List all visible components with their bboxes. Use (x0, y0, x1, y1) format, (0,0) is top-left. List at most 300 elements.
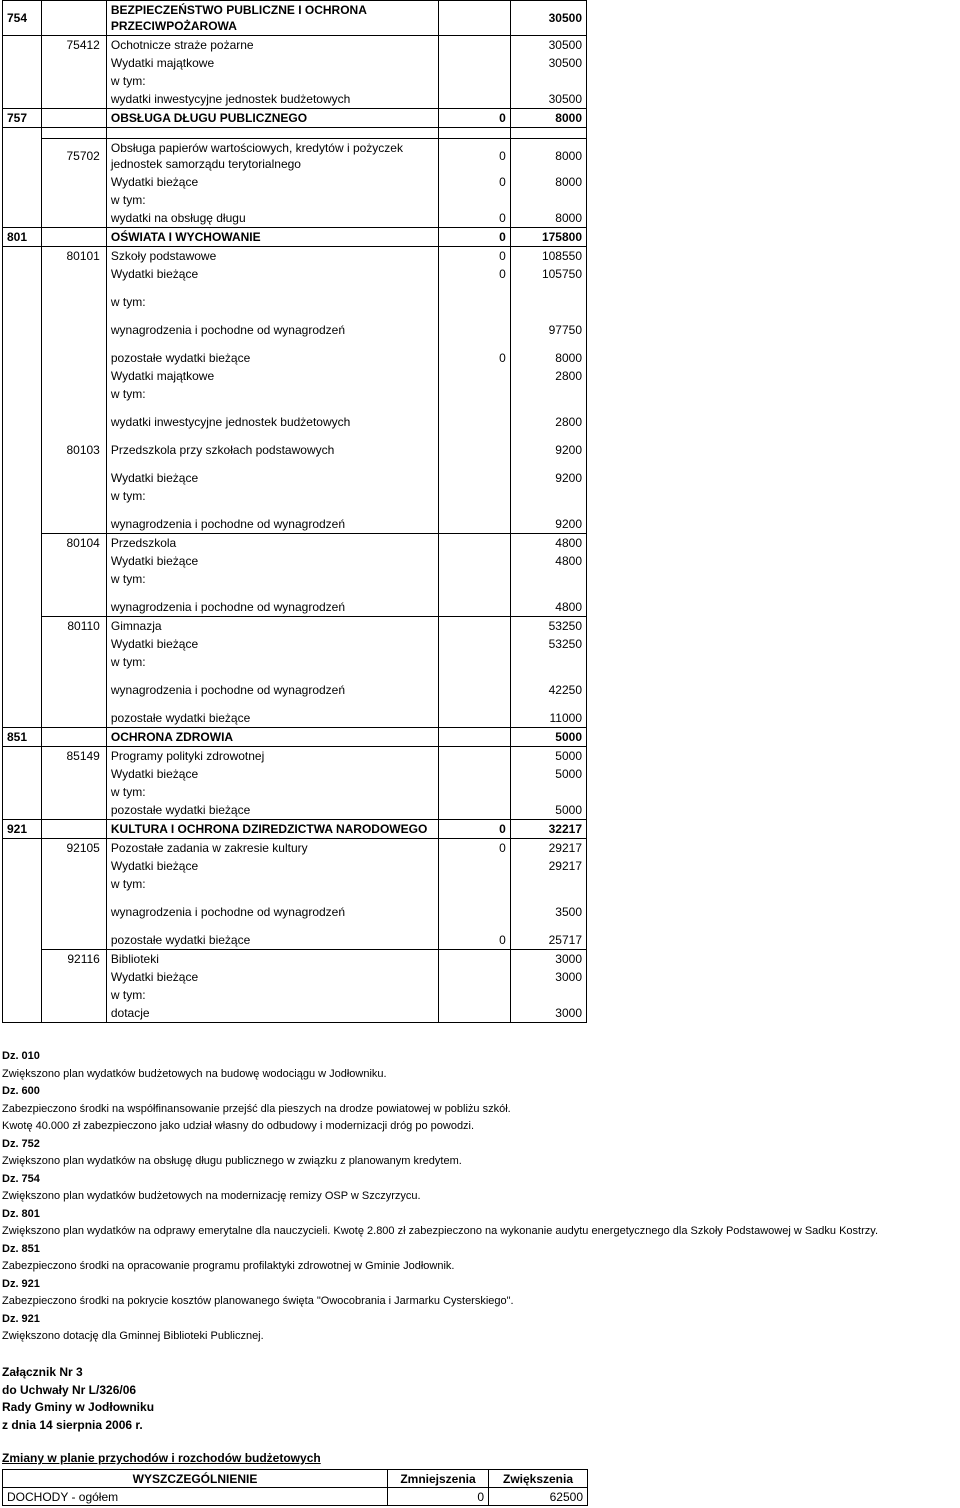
row-name: Wydatki bieżące (106, 765, 438, 783)
increase-value: 5000 (510, 801, 586, 820)
spacer-row (3, 921, 587, 931)
row-name: pozostałe wydatki bieżące (106, 801, 438, 820)
spacer-row (3, 505, 587, 515)
decrease-value (439, 681, 511, 699)
item-row (3, 173, 587, 191)
increase-value (510, 570, 586, 588)
spacer-cell (439, 431, 511, 441)
annex-line: z dnia 14 sierpnia 2006 r. (2, 1417, 143, 1432)
increase-value (510, 875, 586, 893)
spacer-cell (3, 671, 42, 681)
item-row (3, 191, 587, 209)
chapter-code: 80104 (42, 534, 107, 553)
spacer-cell (439, 921, 511, 931)
spacer-cell (510, 431, 586, 441)
section-code (3, 385, 42, 403)
chapter-code (42, 552, 107, 570)
item-row (3, 90, 587, 109)
section-code (3, 534, 42, 553)
spacer-cell (510, 403, 586, 413)
increase-value: 4800 (510, 552, 586, 570)
spacer-cell (439, 283, 511, 293)
spacer-row (3, 699, 587, 709)
decrease-value (439, 385, 511, 403)
spacer-cell (106, 431, 438, 441)
spacer-row (3, 339, 587, 349)
row-name: Gimnazja (106, 617, 438, 636)
increase-value: 32217 (510, 820, 586, 839)
item-row (3, 709, 587, 728)
note-text: Zabezpieczono środki na pokrycie kosztów planowanego święta "Owocobrania i Jarmarku Cysterskiego". (2, 1295, 514, 1307)
spacer-cell (106, 921, 438, 931)
spacer-cell (106, 671, 438, 681)
item-row (3, 598, 587, 617)
row-name: Obsługa papierów wartościowych, kredytów i pożyczek jednostek samorządu terytorialnego (106, 139, 438, 174)
row-name: w tym: (106, 570, 438, 588)
chapter-code (42, 857, 107, 875)
decrease-value: 0 (439, 839, 511, 858)
spacer-cell (106, 699, 438, 709)
chapter-row (3, 441, 587, 459)
chapter-code (42, 1, 107, 36)
note-heading: Dz. 921 (2, 1277, 40, 1290)
row-name: wydatki na obsługę długu (106, 209, 438, 228)
changes-increase: 62500 (489, 1488, 588, 1506)
increase-value: 8000 (510, 349, 586, 367)
decrease-value (439, 968, 511, 986)
spacer-cell (3, 588, 42, 598)
item-row (3, 54, 587, 72)
chapter-code (42, 653, 107, 671)
decrease-value (439, 570, 511, 588)
spacer-cell (439, 671, 511, 681)
increase-value (510, 191, 586, 209)
note-text: Zwiększono plan wydatków budżetowych na modernizację remizy OSP w Szczyrzycu. (2, 1190, 421, 1202)
spacer-cell (42, 311, 107, 321)
item-row (3, 209, 587, 228)
annex-line: Rady Gminy w Jodłowniku (2, 1400, 155, 1414)
decrease-value (439, 783, 511, 801)
spacer-cell (439, 699, 511, 709)
chapter-code: 80101 (42, 247, 107, 266)
chapter-code (42, 801, 107, 820)
note-heading: Dz. 752 (2, 1137, 40, 1150)
decrease-value (439, 598, 511, 617)
spacer-cell (510, 128, 586, 139)
section-code (3, 247, 42, 266)
chapter-code (42, 570, 107, 588)
increase-value: 3000 (510, 950, 586, 969)
decrease-value (439, 635, 511, 653)
increase-value (510, 385, 586, 403)
section-code (3, 54, 42, 72)
section-code (3, 839, 42, 858)
budget-table-container (2, 0, 587, 1023)
section-code (3, 765, 42, 783)
spacer-row (3, 431, 587, 441)
section-code (3, 783, 42, 801)
row-name: Pozostałe zadania w zakresie kultury (106, 839, 438, 858)
budget-table (2, 0, 587, 1023)
row-name: OŚWIATA I WYCHOWANIE (106, 228, 438, 247)
decrease-value (439, 747, 511, 766)
increase-value: 9200 (510, 515, 586, 534)
row-name: w tym: (106, 653, 438, 671)
row-name: OBSŁUGA DŁUGU PUBLICZNEGO (106, 109, 438, 128)
decrease-value: 0 (439, 820, 511, 839)
increase-value (510, 653, 586, 671)
chapter-code (42, 90, 107, 109)
section-row (3, 1, 587, 36)
spacer-cell (42, 699, 107, 709)
section-code (3, 413, 42, 431)
spacer-cell (42, 588, 107, 598)
note-text: Zabezpieczono środki na współfinansowanie przejść dla pieszych na drodze powiatowej w pobliżu szkół. Kwotę 40.000 zł zabezpieczono jako udział własny do odbudowy i modernizacji dróg po powodzi. (2, 1102, 511, 1132)
section-code (3, 857, 42, 875)
increase-value: 2800 (510, 367, 586, 385)
section-code (3, 1004, 42, 1023)
item-row (3, 635, 587, 653)
note-text: Zwiększono plan wydatków na odprawy emerytalne dla nauczycieli. Kwotę 2.800 zł zabezpieczono na wykonanie audytu energetycznego dla Szkoły Podstawowej w Sadku Kostrzy. (2, 1225, 878, 1237)
chapter-code (42, 109, 107, 128)
item-row (3, 765, 587, 783)
annex-line: do Uchwały Nr L/326/06 (2, 1382, 137, 1397)
section-code (3, 903, 42, 921)
item-row (3, 931, 587, 950)
item-row (3, 487, 587, 505)
increase-value: 3000 (510, 968, 586, 986)
note-heading: Dz. 921 (2, 1312, 40, 1325)
chapter-code (42, 931, 107, 950)
row-name: Szkoły podstawowe (106, 247, 438, 266)
spacer-cell (3, 893, 42, 903)
chapter-code: 75412 (42, 36, 107, 55)
row-name: Wydatki bieżące (106, 635, 438, 653)
note-heading: Dz. 851 (2, 1242, 40, 1255)
chapter-code (42, 54, 107, 72)
row-name: w tym: (106, 293, 438, 311)
spacer-cell (42, 921, 107, 931)
row-name: w tym: (106, 783, 438, 801)
chapter-code: 75702 (42, 139, 107, 174)
decrease-value (439, 90, 511, 109)
spacer-cell (510, 671, 586, 681)
section-code (3, 552, 42, 570)
changes-header-row (3, 1470, 588, 1488)
increase-value: 29217 (510, 857, 586, 875)
increase-value (510, 783, 586, 801)
note-heading: Dz. 600 (2, 1085, 40, 1097)
item-row (3, 986, 587, 1004)
row-name: Wydatki majątkowe (106, 367, 438, 385)
increase-value: 29217 (510, 839, 586, 858)
spacer-cell (439, 459, 511, 469)
row-name: Wydatki bieżące (106, 173, 438, 191)
section-code (3, 653, 42, 671)
section-row (3, 728, 587, 747)
section-code (3, 265, 42, 283)
item-row (3, 265, 587, 283)
increase-value: 8000 (510, 209, 586, 228)
chapter-code (42, 986, 107, 1004)
item-row (3, 469, 587, 487)
item-row (3, 801, 587, 820)
section-code (3, 598, 42, 617)
row-name: w tym: (106, 986, 438, 1004)
spacer-row (3, 459, 587, 469)
item-row (3, 1004, 587, 1023)
note-heading: Dz. 801 (2, 1207, 40, 1220)
decrease-value (439, 552, 511, 570)
spacer-cell (42, 893, 107, 903)
section-code (3, 986, 42, 1004)
chapter-code (42, 598, 107, 617)
row-name: Przedszkola przy szkołach podstawowych (106, 441, 438, 459)
section-code (3, 90, 42, 109)
chapter-row (3, 139, 587, 174)
row-name: Wydatki bieżące (106, 552, 438, 570)
increase-value: 175800 (510, 228, 586, 247)
decrease-value: 0 (439, 139, 511, 174)
spacer-cell (3, 921, 42, 931)
section-code (3, 931, 42, 950)
increase-value (510, 72, 586, 90)
decrease-value (439, 903, 511, 921)
chapter-code: 80103 (42, 441, 107, 459)
explanatory-notes (2, 1048, 960, 1346)
increase-value: 53250 (510, 635, 586, 653)
spacer-cell (42, 283, 107, 293)
spacer-cell (3, 459, 42, 469)
chapter-code (42, 783, 107, 801)
decrease-value (439, 191, 511, 209)
item-row (3, 570, 587, 588)
decrease-value (439, 1004, 511, 1023)
section-code (3, 968, 42, 986)
spacer-cell (42, 339, 107, 349)
section-code (3, 293, 42, 311)
section-code (3, 209, 42, 228)
row-name: Przedszkola (106, 534, 438, 553)
row-name: wynagrodzenia i pochodne od wynagrodzeń (106, 681, 438, 699)
changes-title: Zmiany w planie przychodów i rozchodów budżetowych (2, 1451, 321, 1465)
chapter-code (42, 487, 107, 505)
spacer-cell (42, 505, 107, 515)
section-code (3, 469, 42, 487)
chapter-code: 92116 (42, 950, 107, 969)
decrease-value: 0 (439, 228, 511, 247)
section-code (3, 349, 42, 367)
decrease-value (439, 728, 511, 747)
chapter-code (42, 191, 107, 209)
item-row (3, 783, 587, 801)
increase-value: 30500 (510, 1, 586, 36)
row-name: wydatki inwestycyjne jednostek budżetowych (106, 413, 438, 431)
changes-decrease: 0 (388, 1488, 489, 1506)
spacer-cell (106, 283, 438, 293)
spacer-cell (3, 699, 42, 709)
increase-value: 25717 (510, 931, 586, 950)
spacer-cell (439, 128, 511, 139)
chapter-code (42, 681, 107, 699)
spacer-cell (42, 403, 107, 413)
header-spec: WYSZCZEGÓLNIENIE (3, 1470, 388, 1488)
increase-value: 30500 (510, 54, 586, 72)
section-code (3, 72, 42, 90)
spacer-cell (510, 339, 586, 349)
spacer-cell (510, 588, 586, 598)
chapter-row (3, 247, 587, 266)
section-code (3, 515, 42, 534)
spacer-cell (106, 311, 438, 321)
section-code (3, 36, 42, 55)
row-name: wynagrodzenia i pochodne od wynagrodzeń (106, 598, 438, 617)
section-code: 921 (3, 820, 42, 839)
spacer-cell (3, 505, 42, 515)
row-name: Programy polityki zdrowotnej (106, 747, 438, 766)
decrease-value (439, 321, 511, 339)
note-text: Zwiększono plan wydatków budżetowych na budowę wodociągu w Jodłowniku. (2, 1067, 387, 1080)
chapter-code (42, 265, 107, 283)
spacer-cell (42, 128, 107, 139)
increase-value: 30500 (510, 90, 586, 109)
chapter-row (3, 950, 587, 969)
changes-table (2, 1469, 588, 1506)
section-code (3, 950, 42, 969)
decrease-value (439, 36, 511, 55)
spacer-cell (42, 431, 107, 441)
spacer-cell (106, 339, 438, 349)
increase-value: 9200 (510, 469, 586, 487)
section-code (3, 681, 42, 699)
section-code (3, 441, 42, 459)
decrease-value (439, 293, 511, 311)
decrease-value: 0 (439, 209, 511, 228)
item-row (3, 293, 587, 311)
section-code (3, 747, 42, 766)
spacer-cell (3, 283, 42, 293)
increase-value: 42250 (510, 681, 586, 699)
decrease-value (439, 857, 511, 875)
spacer-row (3, 893, 587, 903)
section-code: 757 (3, 109, 42, 128)
decrease-value (439, 653, 511, 671)
chapter-code (42, 515, 107, 534)
chapter-row (3, 747, 587, 766)
chapter-row (3, 36, 587, 55)
note-heading: Dz. 010 (2, 1050, 40, 1062)
chapter-code (42, 728, 107, 747)
row-name: pozostałe wydatki bieżące (106, 709, 438, 728)
chapter-code (42, 820, 107, 839)
row-name: wydatki inwestycyjne jednostek budżetowych (106, 90, 438, 109)
decrease-value (439, 72, 511, 90)
spacer-row (3, 283, 587, 293)
row-name: dotacje (106, 1004, 438, 1023)
increase-value: 105750 (510, 265, 586, 283)
spacer-cell (439, 403, 511, 413)
decrease-value: 0 (439, 173, 511, 191)
section-code (3, 617, 42, 636)
spacer-cell (42, 459, 107, 469)
section-code (3, 321, 42, 339)
chapter-code (42, 209, 107, 228)
increase-value: 3500 (510, 903, 586, 921)
chapter-code (42, 413, 107, 431)
header-decrease: Zmniejszenia (388, 1470, 489, 1488)
spacer-cell (510, 311, 586, 321)
row-name: wynagrodzenia i pochodne od wynagrodzeń (106, 321, 438, 339)
section-code (3, 191, 42, 209)
spacer-row (3, 403, 587, 413)
section-code (3, 367, 42, 385)
decrease-value (439, 875, 511, 893)
decrease-value: 0 (439, 109, 511, 128)
decrease-value (439, 441, 511, 459)
row-name: Biblioteki (106, 950, 438, 969)
increase-value: 11000 (510, 709, 586, 728)
increase-value: 4800 (510, 534, 586, 553)
item-row (3, 552, 587, 570)
increase-value (510, 293, 586, 311)
decrease-value (439, 801, 511, 820)
spacer-cell (510, 921, 586, 931)
chapter-code: 92105 (42, 839, 107, 858)
row-name: w tym: (106, 487, 438, 505)
increase-value: 5000 (510, 765, 586, 783)
section-code (3, 709, 42, 728)
changes-spec: DOCHODY - ogółem (3, 1488, 388, 1506)
decrease-value (439, 54, 511, 72)
spacer-cell (510, 893, 586, 903)
item-row (3, 349, 587, 367)
chapter-code (42, 635, 107, 653)
increase-value: 97750 (510, 321, 586, 339)
section-row (3, 109, 587, 128)
decrease-value (439, 765, 511, 783)
spacer-row (3, 671, 587, 681)
header-increase: Zwiększenia (489, 1470, 588, 1488)
decrease-value: 0 (439, 349, 511, 367)
row-name: w tym: (106, 385, 438, 403)
chapter-code (42, 321, 107, 339)
annex-line: Załącznik Nr 3 (2, 1365, 83, 1379)
chapter-row (3, 534, 587, 553)
row-name: wynagrodzenia i pochodne od wynagrodzeń (106, 903, 438, 921)
item-row (3, 903, 587, 921)
spacer-cell (3, 403, 42, 413)
row-name: pozostałe wydatki bieżące (106, 349, 438, 367)
changes-row (3, 1488, 588, 1506)
increase-value: 30500 (510, 36, 586, 55)
chapter-code (42, 875, 107, 893)
spacer-cell (439, 588, 511, 598)
row-name: OCHRONA ZDROWIA (106, 728, 438, 747)
decrease-value: 0 (439, 931, 511, 950)
section-code (3, 635, 42, 653)
decrease-value (439, 950, 511, 969)
increase-value: 5000 (510, 747, 586, 766)
item-row (3, 413, 587, 431)
increase-value: 8000 (510, 109, 586, 128)
spacer-cell (439, 339, 511, 349)
section-row (3, 228, 587, 247)
decrease-value (439, 487, 511, 505)
decrease-value (439, 709, 511, 728)
chapter-code (42, 709, 107, 728)
spacer-cell (106, 403, 438, 413)
decrease-value (439, 367, 511, 385)
